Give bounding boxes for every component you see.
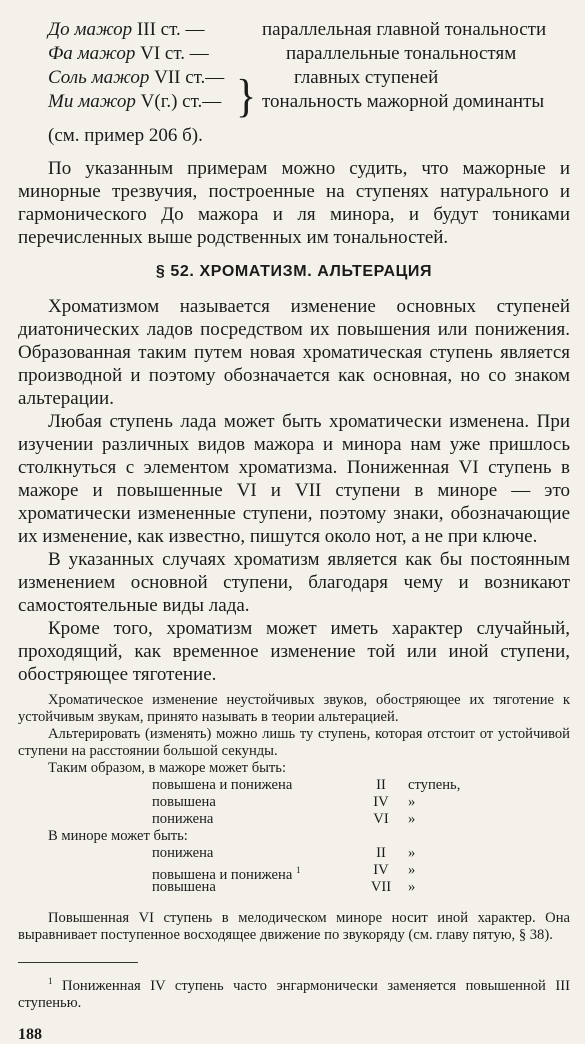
list-item <box>18 794 570 811</box>
paragraph: Кроме того, хроматизм может иметь характер случайный, проходящий, как временное изменение той или иной ступени, обостряющее тяготение. <box>18 618 570 685</box>
brace-glyph: } <box>236 71 257 123</box>
list-item-suffix: » <box>408 811 416 827</box>
key-step: VI ст. — <box>140 43 209 64</box>
list-item-text: понижена <box>152 845 214 861</box>
page <box>18 18 570 1044</box>
list-item-text: повышена и понижена <box>152 777 293 793</box>
key-description: параллельная главной тональности <box>262 19 547 40</box>
footnote <box>18 973 570 1012</box>
footnote-text: Пониженная IV ступень часто энгармонически заменяется повышенной III ступенью. <box>18 977 570 1011</box>
list-item <box>18 811 570 828</box>
list-item-degree: IV <box>373 794 389 810</box>
paragraph: Хроматизмом называется изменение основных ступеней диатонических ладов посредством их повышения или понижения. Образованная таким путем новая хроматическая ступень является производной и поэтому обозначается как основная, но со знаком альтерации. <box>18 296 570 409</box>
list-item <box>18 777 570 794</box>
list-item-suffix: ступень, <box>408 777 461 793</box>
key-step: VII ст.— <box>154 67 225 88</box>
key-name: Фа мажор <box>48 43 136 64</box>
list-item-text: повышена <box>152 879 216 895</box>
list-item-text: повышена и понижена <box>152 866 293 883</box>
list-item-degree: II <box>376 845 386 861</box>
list-item-degree: II <box>376 777 386 793</box>
footnote-divider <box>18 962 138 963</box>
key-step: III ст. — <box>136 19 205 40</box>
list-item <box>18 845 570 862</box>
list-item-degree: VI <box>373 811 389 827</box>
list-item <box>18 862 570 883</box>
key-row <box>48 90 578 114</box>
key-description: тональность мажорной доминанты <box>262 91 545 112</box>
list-item-suffix: » <box>408 845 416 861</box>
list-item-degree: IV <box>373 862 389 878</box>
list-item-text: понижена <box>152 811 214 827</box>
page-number: 188 <box>18 1025 42 1043</box>
small-paragraph: Хроматическое изменение неустойчивых звуков, обостряющее их тяготение к устойчивым звукам, принято называть в теории альтерацией. <box>18 692 570 725</box>
list-item-suffix: » <box>408 794 416 810</box>
small-paragraph: Повышенная VI ступень в мелодическом миноре носит иной характер. Она выравнивает поступенное восходящее движение по звукоряду (см. главу пятую, § 38). <box>18 910 570 943</box>
key-description: главных ступеней <box>294 67 439 88</box>
list-item-suffix: » <box>408 862 416 878</box>
small-paragraph: Альтерировать (изменять) можно лишь ту ступень, которая отстоит от устойчивой ступени на расстоянии большой секунды. <box>18 726 570 759</box>
key-row <box>48 42 578 66</box>
key-name: Ми мажор <box>48 91 136 112</box>
list-item-degree: VII <box>370 879 392 895</box>
footnote-number: 1 <box>48 976 53 986</box>
paragraph: В указанных случаях хроматизм является как бы постоянным изменением основной ступени, благодаря чему и возникают самостоятельные виды лада. <box>18 549 570 616</box>
list-item <box>18 879 570 896</box>
minor-alteration-list <box>18 845 570 896</box>
key-row <box>48 18 578 42</box>
small-paragraph: В миноре может быть: <box>48 828 188 844</box>
key-step: V(г.) ст.— <box>140 91 222 112</box>
paragraph: По указанным примерам можно судить, что мажорные и минорные трезвучия, построенные на ступенях натурального и гармонического До мажора и ля минора, и будут тониками перечисленных выше родственных им тональностей. <box>18 158 570 248</box>
major-alteration-list <box>18 777 570 828</box>
list-item-text: повышена <box>152 794 216 810</box>
key-description: параллельные тональностям <box>286 43 517 64</box>
footnote-marker: 1 <box>295 865 301 875</box>
example-reference: (см. пример 206 б). <box>48 125 203 146</box>
key-row <box>48 66 578 90</box>
related-keys-table <box>18 18 570 130</box>
key-name: Соль мажор <box>48 67 150 88</box>
key-name: До мажор <box>48 19 133 40</box>
paragraph: Любая ступень лада может быть хроматически изменена. При изучении различных видов мажора и минора нам уже пришлось столкнуться с элементом хроматизма. Пониженная VI ступень в мажоре и повышенные VI и VII ступени в миноре — это хроматически измененные ступени, поэтому знаки, обозначающие их изменение, как известно, пишутся около нот, а не при ключе. <box>18 411 570 547</box>
small-paragraph: Таким образом, в мажоре может быть: <box>48 760 287 776</box>
list-item-suffix: » <box>408 879 416 895</box>
section-heading: § 52. ХРОМАТИЗМ. АЛЬТЕРАЦИЯ <box>155 263 433 280</box>
